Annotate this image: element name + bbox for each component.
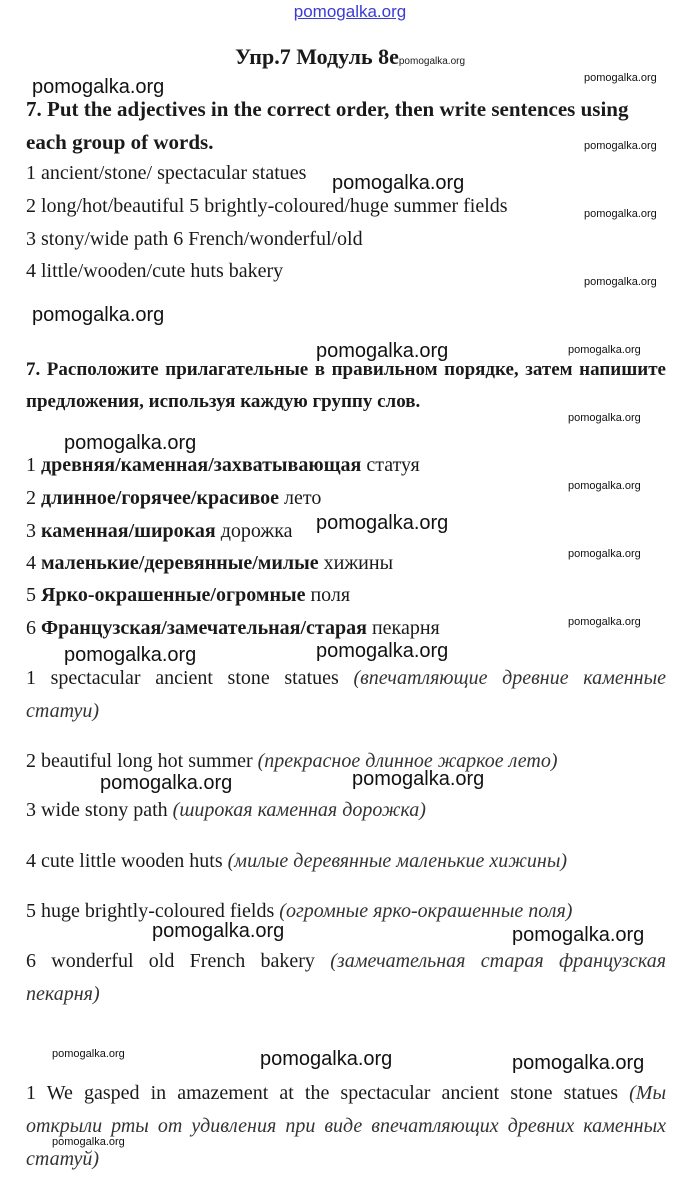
answer-item [26, 845, 666, 878]
watermark: pomogalka.org [32, 76, 165, 98]
watermark: pomogalka.org [32, 304, 165, 326]
watermark: pomogalka.org [64, 432, 197, 454]
list-item-ru [26, 584, 350, 607]
watermark: pomogalka.org [584, 72, 657, 84]
watermark: pomogalka.org [316, 340, 449, 362]
item-adjectives: маленькие/деревянные/милые [41, 552, 319, 574]
watermark: pomogalka.org [316, 640, 449, 662]
item-adjectives: каменная/широкая [41, 520, 216, 542]
watermark: pomogalka.org [512, 1052, 645, 1074]
answer-en: 3 wide stony path [26, 799, 168, 821]
item-adjectives: Ярко-окрашенные/огромные [41, 584, 306, 606]
answer-item [26, 662, 666, 728]
list-item-ru [26, 552, 393, 575]
answer-ru: (милые деревянные маленькие хижины) [227, 850, 568, 872]
answer-en: 6 wonderful old French bakery [26, 950, 315, 972]
watermark: pomogalka.org [352, 768, 485, 790]
item-number: 4 [26, 552, 36, 574]
page-title [0, 44, 700, 70]
answer-ru: (замечательная старая французская пекарня) [26, 950, 666, 1005]
item-noun: хижины [323, 552, 394, 574]
watermark: pomogalka.org [260, 1048, 393, 1070]
watermark: pomogalka.org [584, 140, 657, 152]
watermark: pomogalka.org [568, 412, 641, 424]
item-noun: пекарня [371, 617, 440, 639]
item-number: 1 [26, 454, 36, 476]
watermark: pomogalka.org [512, 924, 645, 946]
list-item-en: 4 little/wooden/cute huts bakery [26, 260, 284, 282]
answer-item [26, 745, 666, 778]
item-adjectives: древняя/каменная/захватывающая [41, 454, 362, 476]
item-noun: лето [284, 487, 322, 509]
item-noun: дорожка [220, 520, 293, 542]
item-number: 6 [26, 617, 36, 639]
watermark: pomogalka.org [568, 616, 641, 628]
item-adjectives: длинное/горячее/красивое [41, 487, 280, 509]
watermark: pomogalka.org [584, 276, 657, 288]
watermark: pomogalka.org [152, 920, 285, 942]
watermark: pomogalka.org [568, 480, 641, 492]
answer-en: 5 huge brightly-coloured fields [26, 900, 275, 922]
watermark: pomogalka.org [64, 644, 197, 666]
watermark: pomogalka.org [52, 1048, 125, 1060]
sentence-ru: (Мы открыли рты от удивления при виде впечатляющих древних каменных статуй) [26, 1082, 666, 1170]
watermark: pomogalka.org [316, 512, 449, 534]
answer-ru: (широкая каменная дорожка) [172, 799, 426, 821]
task-ru: 7. Расположите прилагательные в правильном порядке, затем напишите предложения, используя каждую группу слов. [26, 359, 666, 412]
item-number: 3 [26, 520, 36, 542]
list-item-ru [26, 454, 420, 477]
answer-en: 1 spectacular ancient stone statues [26, 667, 339, 689]
watermark: pomogalka.org [332, 172, 465, 194]
item-noun: поля [310, 584, 351, 606]
watermark: pomogalka.org [568, 344, 641, 356]
answer-en: 4 cute little wooden huts [26, 850, 223, 872]
answer-item [26, 794, 666, 827]
list-item-ru [26, 487, 321, 510]
answer-ru: (огромные ярко-окрашенные поля) [279, 900, 573, 922]
site-link[interactable]: pomogalka.org [293, 2, 407, 21]
item-number: 2 [26, 487, 36, 509]
title-text: Упр.7 Модуль 8е [234, 44, 399, 69]
item-noun: статуя [366, 454, 420, 476]
answer-item [26, 895, 666, 928]
list-item-en: 3 stony/wide path 6 French/wonderful/old [26, 228, 363, 250]
title-watermark: pomogalka.org [398, 56, 466, 67]
sentence-en: 1 We gasped in amazement at the spectacular ancient stone statues [26, 1082, 619, 1104]
watermark: pomogalka.org [100, 772, 233, 794]
item-adjectives: Французская/замечательная/старая [41, 617, 367, 639]
watermark: pomogalka.org [584, 208, 657, 220]
answer-en: 2 beautiful long hot summer [26, 750, 253, 772]
answer-ru: (прекрасное длинное жаркое лето) [257, 750, 558, 772]
task-en: 7. Put the adjectives in the correct order, then write sentences using each group of words. [26, 97, 629, 154]
item-number: 5 [26, 584, 36, 606]
list-item-ru [26, 520, 293, 543]
list-item-ru [26, 617, 440, 640]
watermark: pomogalka.org [52, 1136, 125, 1148]
answer-item [26, 945, 666, 1011]
answer-ru: (впечатляющие древние каменные статуи) [26, 667, 666, 722]
watermark: pomogalka.org [568, 548, 641, 560]
sentence-item [26, 1077, 666, 1176]
list-item-en: 1 ancient/stone/ spectacular statues [26, 162, 307, 184]
list-item-en: 2 long/hot/beautiful 5 brightly-coloured/huge summer fields [26, 195, 508, 217]
